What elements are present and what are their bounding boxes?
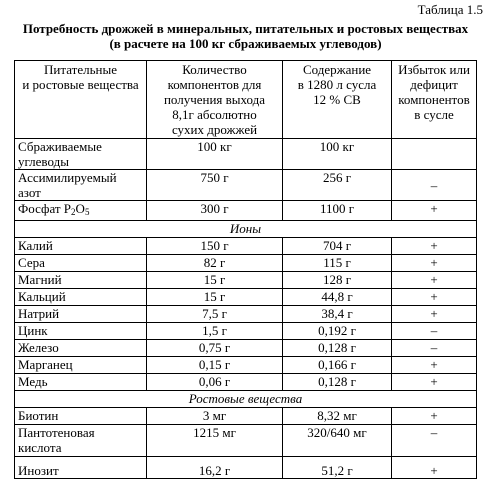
row-name-line: азот <box>18 185 41 200</box>
row-name-subscript: 5 <box>84 207 90 217</box>
row-quantity: 82 г <box>147 255 283 272</box>
row-quantity: 150 г <box>147 238 283 255</box>
row-name: Натрий <box>15 306 147 323</box>
row-content: 115 г <box>283 255 392 272</box>
row-name <box>15 425 147 457</box>
header-line: 8,1г абсолютно <box>172 107 257 122</box>
row-name: Калий <box>15 238 147 255</box>
row-quantity: 300 г <box>147 201 283 221</box>
row-content: 0,192 г <box>283 323 392 340</box>
row-sign: + <box>392 255 477 272</box>
row-sign: + <box>392 238 477 255</box>
row-content: 100 кг <box>283 139 392 170</box>
row-quantity: 3 мг <box>147 408 283 425</box>
row-content: 51,2 г <box>283 457 392 479</box>
row-content: 0,166 г <box>283 357 392 374</box>
row-sign: – <box>392 425 477 457</box>
row-quantity: 100 кг <box>147 139 283 170</box>
table-title-line-2: (в расчете на 100 кг сбраживаемых углеводов) <box>109 36 382 51</box>
table-row <box>15 255 477 272</box>
header-line: компонентов <box>398 92 470 107</box>
yeast-requirements-table <box>14 60 477 479</box>
header-line: и ростовые вещества <box>22 77 139 92</box>
row-sign: + <box>392 201 477 221</box>
table-row <box>15 201 477 221</box>
row-name: Биотин <box>15 408 147 425</box>
row-name <box>15 139 147 170</box>
row-content: 38,4 г <box>283 306 392 323</box>
row-content: 0,128 г <box>283 340 392 357</box>
section-row-growth-substances <box>15 391 477 408</box>
row-content: 320/640 мг <box>283 425 392 457</box>
row-name: Сера <box>15 255 147 272</box>
header-quantity <box>147 61 283 139</box>
row-content: 256 г <box>283 170 392 201</box>
row-name: Цинк <box>15 323 147 340</box>
row-quantity: 7,5 г <box>147 306 283 323</box>
row-content: 8,32 мг <box>283 408 392 425</box>
row-sign: + <box>392 357 477 374</box>
row-sign: – <box>392 323 477 340</box>
table-row <box>15 408 477 425</box>
section-title-growth-substances: Ростовые вещества <box>15 391 477 408</box>
header-content <box>283 61 392 139</box>
row-content: 0,128 г <box>283 374 392 391</box>
table-row <box>15 323 477 340</box>
row-name-line: Пантотеновая <box>18 425 95 440</box>
row-name-text: Фосфат P <box>18 201 72 216</box>
row-content: 1100 г <box>283 201 392 221</box>
row-sign: – <box>392 340 477 357</box>
row-sign <box>392 139 477 170</box>
row-name-line: Ассимилируемый <box>18 170 117 185</box>
row-name-text: O <box>75 201 85 216</box>
header-line: компонентов для <box>167 77 262 92</box>
row-quantity: 0,75 г <box>147 340 283 357</box>
row-content: 128 г <box>283 272 392 289</box>
row-quantity: 0,06 г <box>147 374 283 391</box>
table-row <box>15 289 477 306</box>
table-row <box>15 139 477 170</box>
table-number-label: Таблица 1.5 <box>417 2 483 17</box>
row-name-line: кислота <box>18 440 62 455</box>
row-sign: + <box>392 272 477 289</box>
section-row-ions <box>15 221 477 238</box>
row-content: 44,8 г <box>283 289 392 306</box>
row-quantity: 1215 мг <box>147 425 283 457</box>
header-line: в сусле <box>414 107 454 122</box>
header-line: получения выхода <box>163 92 266 107</box>
header-line: Избыток или <box>398 62 470 77</box>
row-name: Медь <box>15 374 147 391</box>
table-row <box>15 340 477 357</box>
row-quantity: 0,15 г <box>147 357 283 374</box>
row-name: Железо <box>15 340 147 357</box>
row-sign: + <box>392 374 477 391</box>
row-name: Магний <box>15 272 147 289</box>
table-row <box>15 170 477 201</box>
row-quantity: 750 г <box>147 170 283 201</box>
row-name-subscript: 2 <box>71 207 76 217</box>
section-title-ions: Ионы <box>15 221 477 238</box>
table-row <box>15 457 477 479</box>
header-line: 12 % СВ <box>313 92 361 107</box>
table-title-line-1: Потребность дрожжей в минеральных, питательных и ростовых веществах <box>22 21 469 36</box>
row-sign: + <box>392 408 477 425</box>
row-sign: + <box>392 289 477 306</box>
table-row <box>15 272 477 289</box>
row-sign: + <box>392 306 477 323</box>
table-row <box>15 374 477 391</box>
row-name <box>15 201 147 221</box>
row-quantity: 16,2 г <box>147 457 283 479</box>
row-sign: + <box>392 457 477 479</box>
header-line: Содержание <box>302 62 372 77</box>
header-substances <box>15 61 147 139</box>
row-name: Инозит <box>15 457 147 479</box>
row-name: Кальций <box>15 289 147 306</box>
header-excess-deficit <box>392 61 477 139</box>
row-name-line: Сбраживаемые <box>18 139 102 154</box>
header-line: Питательные <box>44 62 117 77</box>
row-sign: – <box>392 170 477 201</box>
table-row <box>15 425 477 457</box>
table-row <box>15 357 477 374</box>
header-line: в 1280 л сусла <box>297 77 377 92</box>
table-row <box>15 306 477 323</box>
row-quantity: 15 г <box>147 272 283 289</box>
header-line: дефицит <box>410 77 458 92</box>
header-line: Количество <box>182 62 247 77</box>
table-row <box>15 238 477 255</box>
row-content: 704 г <box>283 238 392 255</box>
table-title <box>0 21 491 51</box>
header-line: сухих дрожжей <box>171 122 258 137</box>
row-quantity: 1,5 г <box>147 323 283 340</box>
row-name: Марганец <box>15 357 147 374</box>
row-name-line: углеводы <box>18 154 69 169</box>
row-name <box>15 170 147 201</box>
header-row <box>15 61 477 139</box>
row-quantity: 15 г <box>147 289 283 306</box>
